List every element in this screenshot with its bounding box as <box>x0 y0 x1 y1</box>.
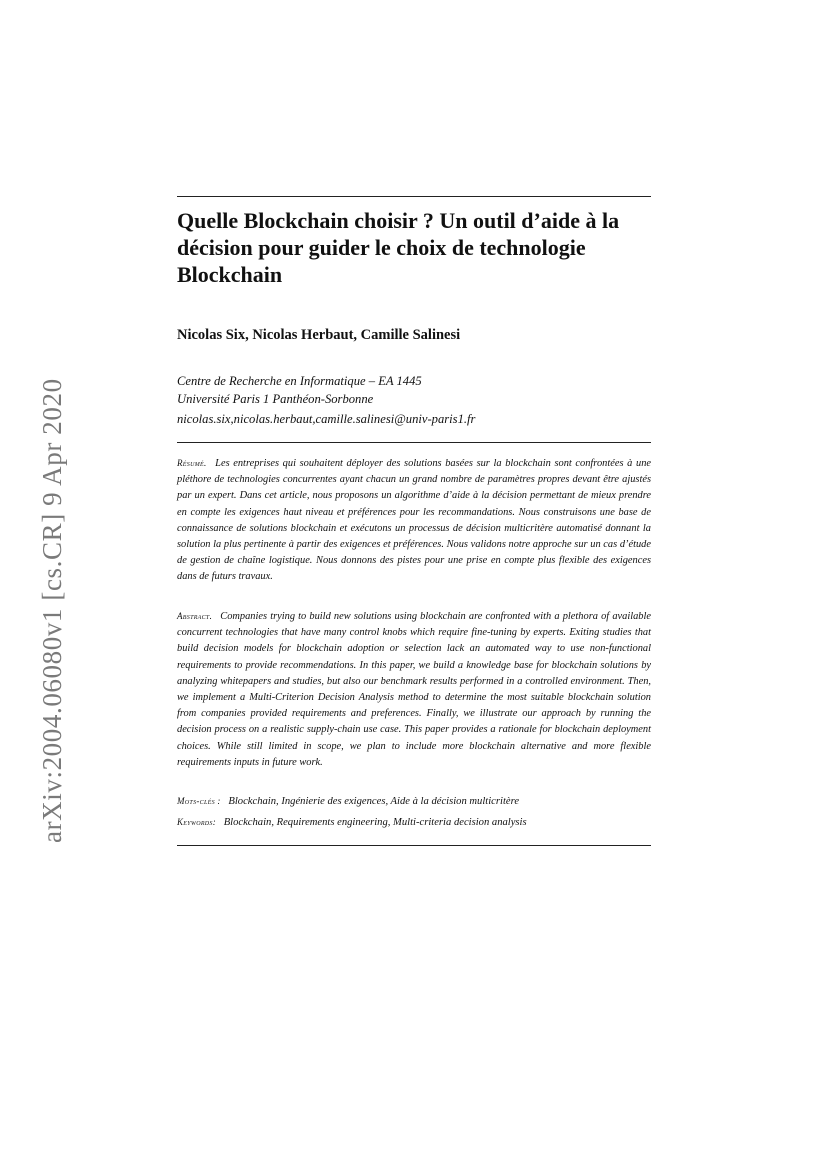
keywords-en <box>177 817 527 828</box>
abstract-text: Companies trying to build new solutions using blockchain are confronted with a plethora of available concurrent technologies that have many control knobs which require fine-tuning by experts. Exiting studies that build decision models for blockchain adoption or selection lack an automated way to use non-functional requirements to provide recommendations. In this paper, we build a knowledge base for blockchain solutions by analyzing whitepapers and studies, but also our benchmark results performed in a controlled environment. Then, we implement a Multi-Criterion Decision Analysis method to determine the most suitable blockchain solution from companies provided requirements and preferences. Finally, we illustrate our approach by running the decision process on a realistic supply-chain use case. This paper provides a rationale for blockchain deployment choices. While still limited in scope, we plan to include more blockchain alternative and more flexible requirements inputs in future work. <box>177 611 651 768</box>
resume-section <box>177 455 651 586</box>
abstract-section <box>177 608 651 771</box>
bottom-rule <box>177 845 651 846</box>
resume-label: Résumé. <box>177 458 207 468</box>
middle-rule <box>177 442 651 443</box>
keywords-fr <box>177 796 519 807</box>
abstract-label: Abstract. <box>177 611 213 621</box>
keywords-fr-label: Mots-clés : <box>177 796 221 806</box>
arxiv-identifier: arXiv:2004.06080v1 [cs.CR] 9 Apr 2020 <box>37 378 67 843</box>
author-list: Nicolas Six, Nicolas Herbaut, Camille Salinesi <box>177 327 461 343</box>
keywords-fr-text: Blockchain, Ingénierie des exigences, Aide à la décision multicritère <box>228 796 520 807</box>
keywords-en-label: Keywords: <box>177 817 217 827</box>
author-emails: nicolas.six,nicolas.herbaut,camille.salinesi@univ-paris1.fr <box>177 412 476 426</box>
affiliation-university: Université Paris 1 Panthéon-Sorbonne <box>177 392 374 406</box>
top-rule <box>177 196 651 197</box>
resume-text: Les entreprises qui souhaitent déployer des solutions basées sur la blockchain sont confrontées à une pléthore de technologies concurrentes ayant chacun un grand nombre de paramètres propres devant être ajustés par un expert. Dans cet article, nous proposons un algorithme d’aide à la décision permettant de mieux prendre en compte les exigences haut niveau et préférences pour les recommandations. Nous construisons une base de connaissance de solutions blockchain et exécutons un processus de décision multicritère automatisé donnant la solution la plus pertinente à partir des exigences et préférences. Nous validons notre approche sur un cas d’étude de gestion de chaîne logistique. Nous donnons des pistes pour une prise en compte plus flexible des exigences dans de futurs travaux. <box>177 458 651 583</box>
paper-title: Quelle Blockchain choisir ? Un outil d’aide à la décision pour guider le choix de technologie Blockchain <box>177 208 620 287</box>
keywords-en-text: Blockchain, Requirements engineering, Multi-criteria decision analysis <box>223 817 527 828</box>
affiliation-lab: Centre de Recherche en Informatique – EA 1445 <box>177 374 422 388</box>
